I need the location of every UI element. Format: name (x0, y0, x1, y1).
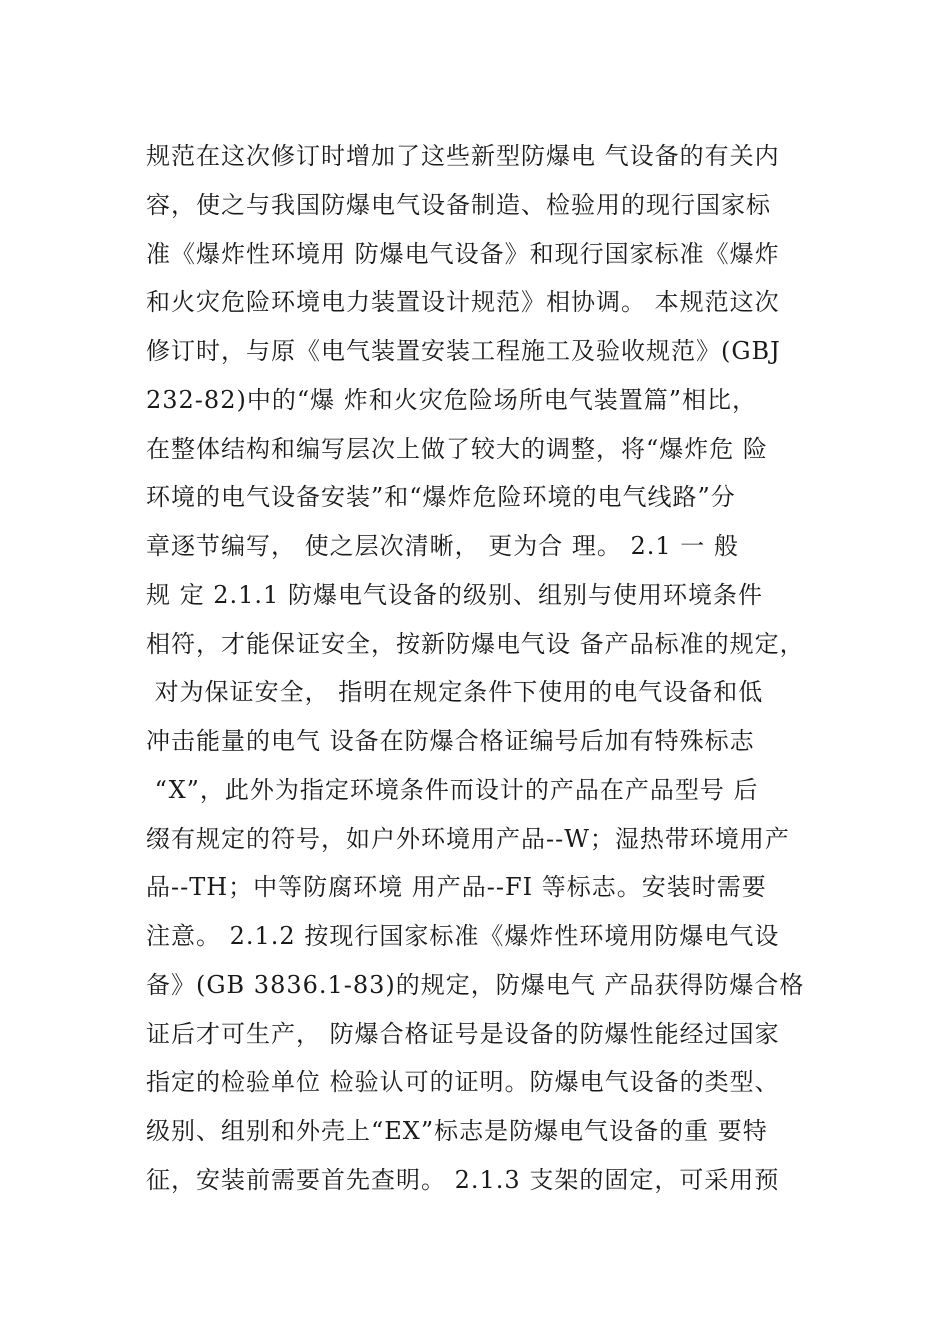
text-line: 指定的检验单位 检验认可的证明。防爆电气设备的类型、 (146, 1068, 780, 1097)
text-line: 相符，才能保证安全，按新防爆电气设 备产品标准的规定， (146, 629, 805, 658)
text-line: 准《爆炸性环境用 防爆电气设备》和现行国家标准《爆炸 (146, 239, 780, 268)
text-line: 征，安装前需要首先查明。 2.1.3 支架的固定，可采用预 (146, 1165, 780, 1194)
text-line: 修订时，与原《电气装置安装工程施工及验收规范》(GBJ (146, 337, 781, 365)
text-line: 规范在这次修订时增加了这些新型防爆电 气设备的有关内 (146, 142, 780, 170)
text-line: 232-82)中的“爆 炸和火灾危险场所电气装置篇”相比， (146, 385, 757, 414)
text-line: 在整体结构和编写层次上做了较大的调整，将“爆炸危 险 (146, 434, 768, 463)
text-line: 规 定 2.1.1 防爆电气设备的级别、组别与使用环境条件 (146, 580, 763, 609)
text-line: 环境的电气设备安装”和“爆炸危险环境的电气线路”分 (146, 483, 736, 512)
text-line: 级别、组别和外壳上“EX”标志是防爆电气设备的重 要特 (146, 1117, 768, 1145)
text-line: 备》(GB 3836.1-83)的规定，防爆电气 产品获得防爆合格 (146, 970, 805, 999)
text-line: 章逐节编写， 使之层次清晰， 更为合 理。 2.1 一 般 (146, 532, 739, 560)
text-line: 和火灾危险环境电力装置设计规范》相协调。 本规范这次 (146, 288, 780, 317)
text-line: 品--TH；中等防腐环境 用产品--FI 等标志。安装时需要 (146, 873, 767, 902)
text-line: 对为保证安全， 指明在规定条件下使用的电气设备和低 (146, 678, 764, 707)
text-line: 注意。 2.1.2 按现行国家标准《爆炸性环境用防爆电气设 (146, 922, 780, 950)
text-line: 冲击能量的电气 设备在防爆合格证编号后加有特殊标志 (146, 727, 755, 755)
text-line: 证后才可生产， 防爆合格证号是设备的防爆性能经过国家 (146, 1019, 780, 1048)
body-text (146, 132, 836, 1205)
text-line: “X”，此外为指定环境条件而设计的产品在产品型号 后 (146, 775, 759, 804)
text-line: 缀有规定的符号，如户外环境用产品--W；湿热带环境用产 (146, 824, 790, 853)
text-line: 容，使之与我国防爆电气设备制造、检验用的现行国家标 (146, 190, 771, 219)
